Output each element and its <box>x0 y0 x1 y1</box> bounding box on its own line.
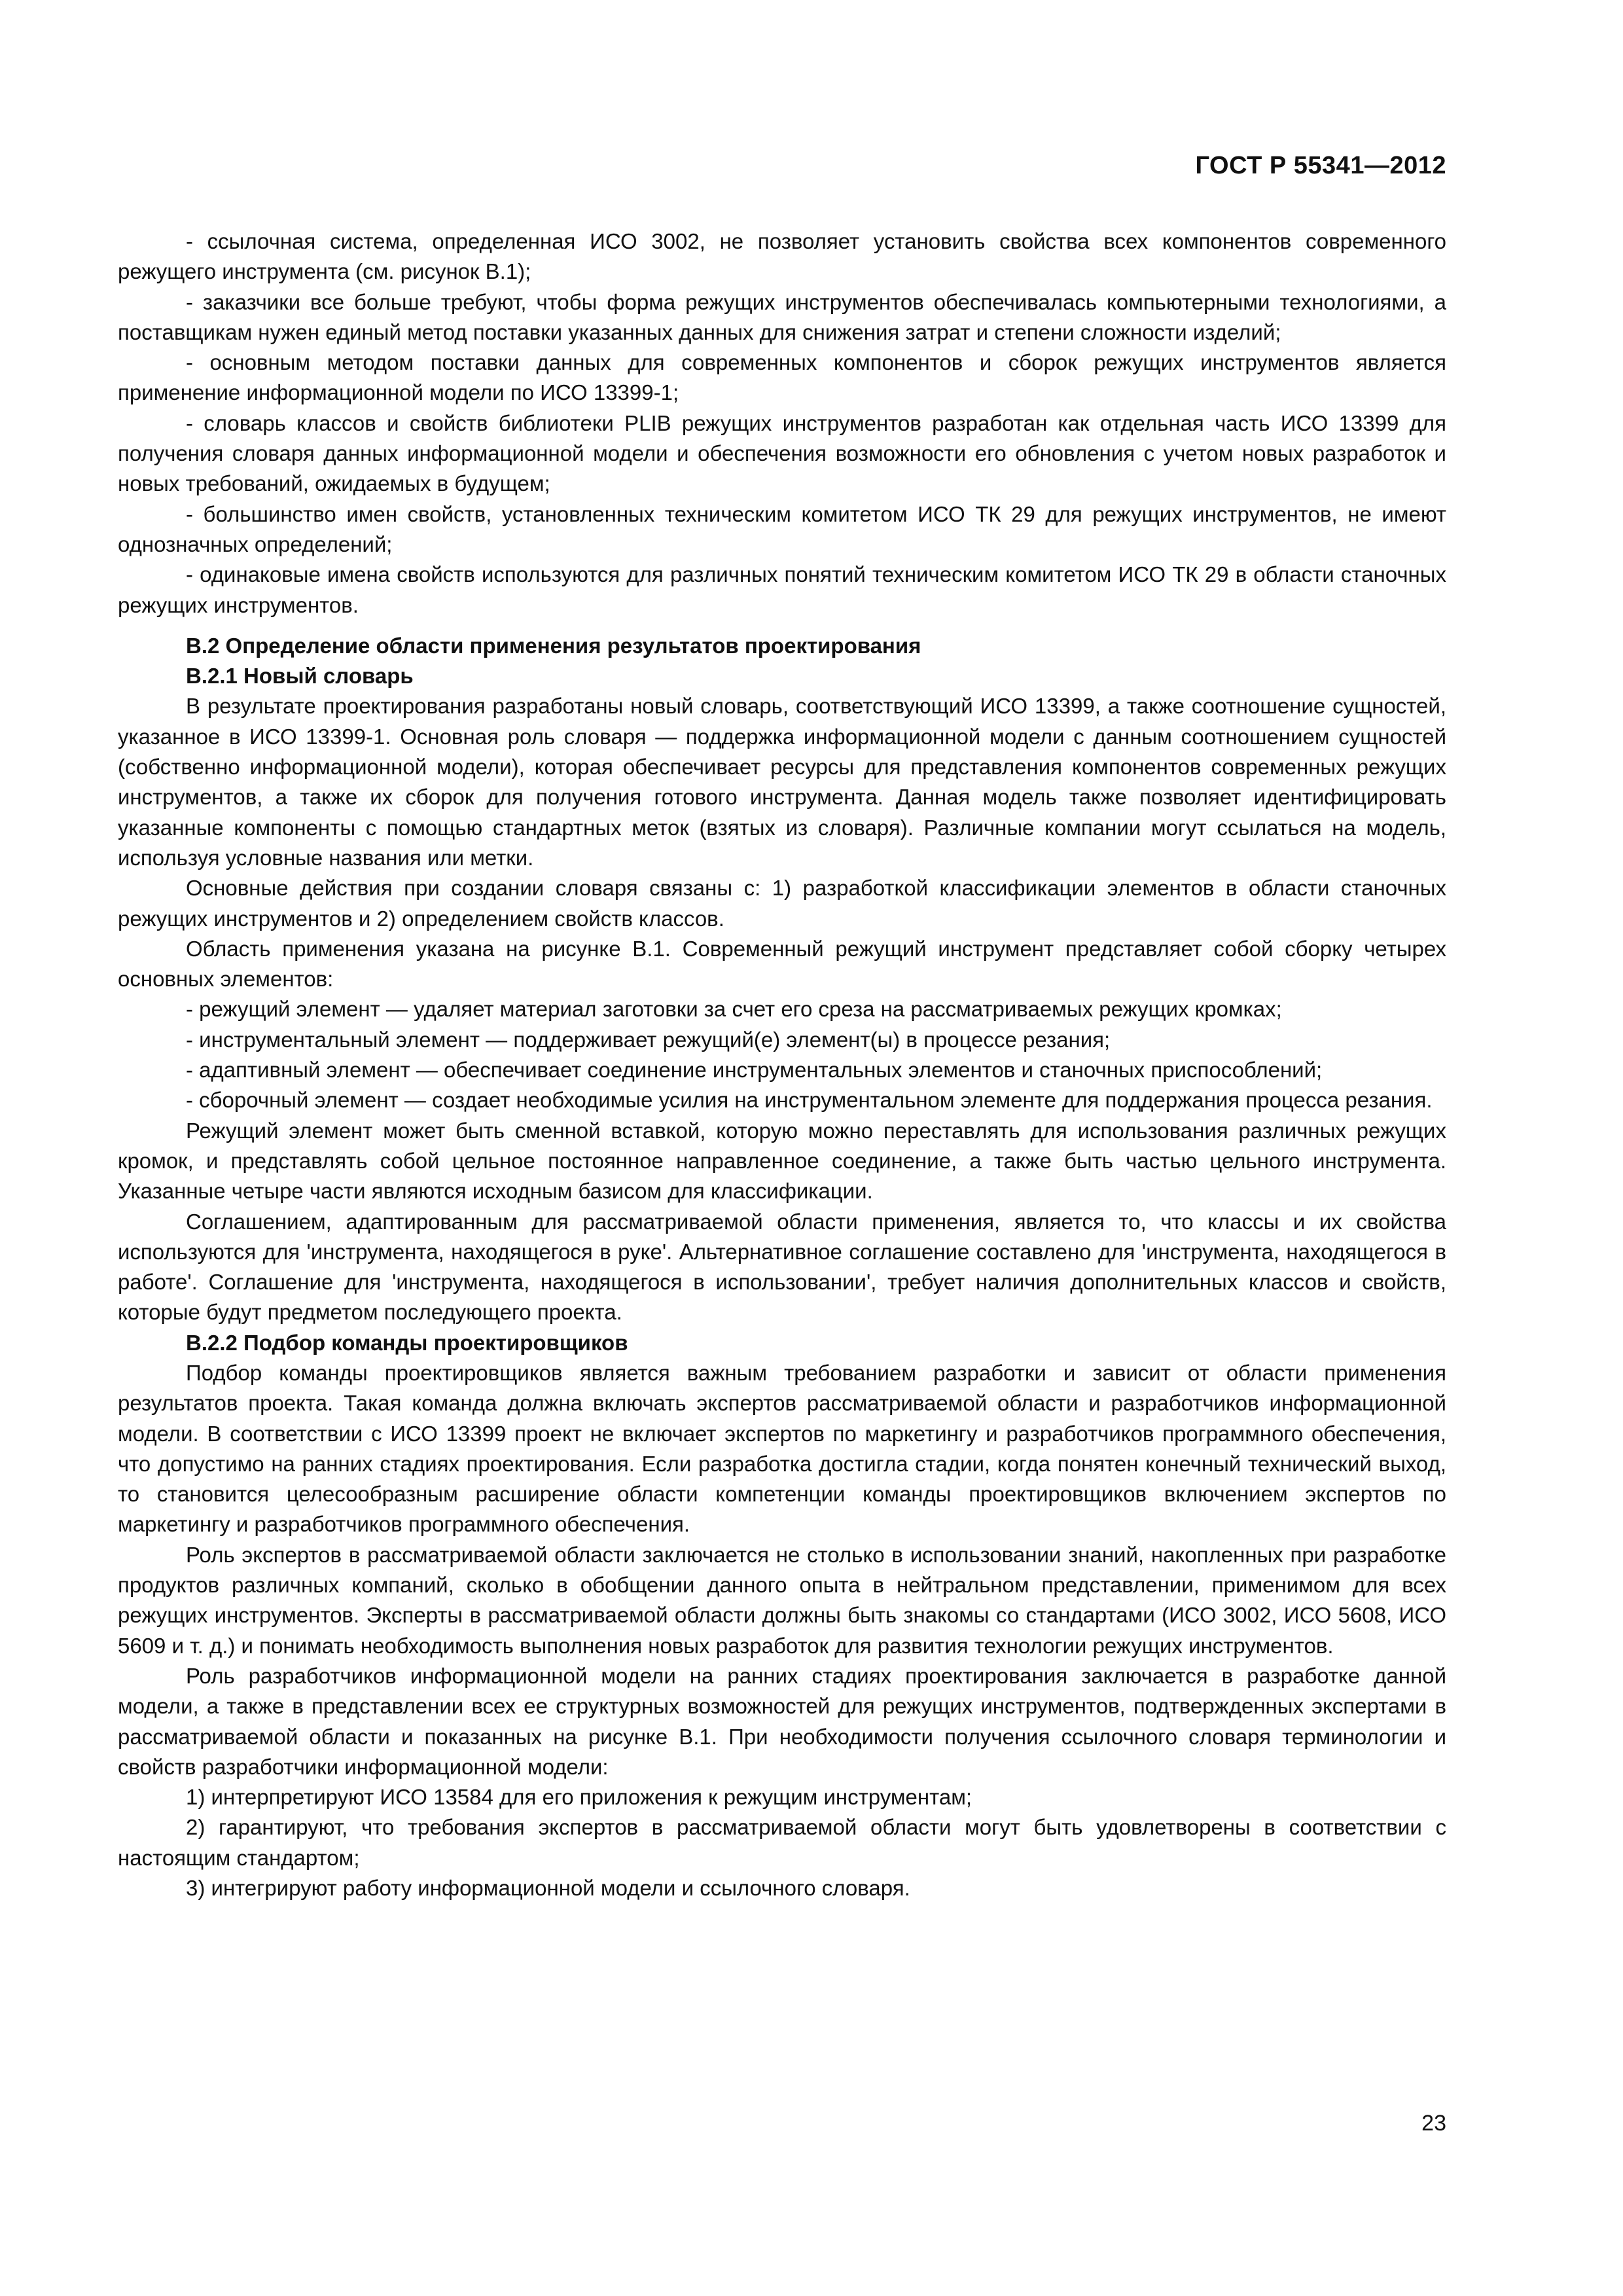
body-paragraph: В результате проектирования разработаны новый словарь, соответствующий ИСО 13399, а также соотношение сущностей, указанное в ИСО 13399-1. Основная роль словаря — поддержка информационной модели с данным соотношением сущностей (собственно информационной модели), которая обеспечивает ресурсы для представления компонентов современных режущих инструментов, а также их сборок для получения готового инструмента. Данная модель также позволяет идентифицировать указанные компоненты с помощью стандартных меток (взятых из словаря). Различные компании могут ссылаться на модель, используя условные названия или метки. <box>118 694 1446 870</box>
body-paragraph: Подбор команды проектировщиков является важным требованием разработки и зависит от области применения результатов проекта. Такая команда должна включать экспертов рассматриваемой области и разработчиков информационной модели. В соответствии с ИСО 13399 проект не включает экспертов по маркетингу и разработчиков программного обеспечения, что допустимо на ранних стадиях проектирования. Если разработка достигла стадии, когда понятен конечный технический выход, то становится целесообразным расширение области компетенции команды проектировщиков включением экспертов по маркетингу и разработчиков программного обеспечения. <box>118 1360 1446 1537</box>
document-header: ГОСТ Р 55341—2012 <box>1195 152 1446 179</box>
list-item: - ссылочная система, определенная ИСО 3002, не позволяет установить свойства всех компонентов современного режущего инструмента (см. рисунок В.1); <box>118 229 1446 284</box>
body-paragraph: Соглашением, адаптированным для рассматриваемой области применения, является то, что классы и их свойства используются для 'инструмента, находящегося в руке'. Альтернативное соглашение составлено для 'инструмента, находящегося в работе'. Соглашение для 'инструмента, находящегося в использовании', требует наличия дополнительных классов и свойств, которые будут предметом последующего проекта. <box>118 1209 1446 1325</box>
list-item: 3) интегрируют работу информационной модели и ссылочного словаря. <box>186 1876 910 1901</box>
list-item: 1) интерпретируют ИСО 13584 для его приложения к режущим инструментам; <box>186 1785 972 1810</box>
body-paragraph: Основные действия при создании словаря связаны с: 1) разработкой классификации элементов в области станочных режущих инструментов и 2) определением свойств классов. <box>118 876 1446 931</box>
list-item: - адаптивный элемент — обеспечивает соединение инструментальных элементов и станочных приспособлений; <box>186 1058 1323 1083</box>
body-paragraph: Режущий элемент может быть сменной вставкой, которую можно переставлять для использования различных режущих кромок, и представлять собой цельное постоянное направленное соединение, а также быть частью цельного инструмента. Указанные четыре части являются исходным базисом для классификации. <box>118 1118 1446 1204</box>
page-number: 23 <box>1421 2111 1446 2136</box>
body-paragraph: Область применения указана на рисунке В.1. Современный режущий инструмент представляет собой сборку четырех основных элементов: <box>118 936 1446 992</box>
section-heading: В.2 Определение области применения результатов проектирования <box>186 633 921 658</box>
list-item: - большинство имен свойств, установленных техническим комитетом ИСО ТК 29 для режущих инструментов, не имеют однозначных определений; <box>118 501 1446 556</box>
list-item: - инструментальный элемент — поддерживает режущий(е) элемент(ы) в процессе резания; <box>186 1027 1111 1052</box>
list-item: - одинаковые имена свойств используются для различных понятий техническим комитетом ИСО ТК 29 в области станочных режущих инструментов. <box>118 562 1446 617</box>
list-item: - основным методом поставки данных для современных компонентов и сборок режущих инструментов является применение информационной модели по ИСО 13399-1; <box>118 350 1446 405</box>
list-item: - сборочный элемент — создает необходимые усилия на инструментальном элементе для поддержания процесса резания. <box>186 1088 1433 1113</box>
list-item: - заказчики все больше требуют, чтобы форма режущих инструментов обеспечивалась компьютерными технологиями, а поставщикам нужен единый метод поставки указанных данных для снижения затрат и степени сложности изделий; <box>118 289 1446 344</box>
subsection-heading: В.2.2 Подбор команды проектировщиков <box>186 1330 628 1355</box>
body-paragraph: Роль разработчиков информационной модели на ранних стадиях проектирования заключается в разработке данной модели, а также в представлении всех ее структурных возможностей для режущих инструментов, подтвержденных экспертами в рассматриваемой области и показанных на рисунке В.1. При необходимости получения ссылочного словаря терминологии и свойств разработчики информационной модели: <box>118 1663 1446 1779</box>
document-body <box>118 226 1446 1903</box>
document-page <box>118 0 1446 2296</box>
list-item: - режущий элемент — удаляет материал заготовки за счет его среза на рассматриваемых режущих кромках; <box>186 997 1282 1022</box>
list-item: - словарь классов и свойств библиотеки PLIB режущих инструментов разработан как отдельная часть ИСО 13399 для получения словаря данных информационной модели и обеспечения возможности его обновления с учетом новых разработок и новых требований, ожидаемых в будущем; <box>118 410 1446 496</box>
subsection-heading: В.2.1 Новый словарь <box>186 664 414 689</box>
body-paragraph: Роль экспертов в рассматриваемой области заключается не столько в использовании знаний, накопленных при разработке продуктов различных компаний, сколько в обобщении данного опыта в нейтральном представлении, применимом для всех режущих инструментов. Эксперты в рассматриваемой области должны быть знакомы со стандартами (ИСО 3002, ИСО 5608, ИСО 5609 и т. д.) и понимать необходимость выполнения новых разработок для развития технологии режущих инструментов. <box>118 1542 1446 1658</box>
list-item: 2) гарантируют, что требования экспертов в рассматриваемой области могут быть удовлетворены в соответствии с настоящим стандартом; <box>118 1815 1446 1870</box>
